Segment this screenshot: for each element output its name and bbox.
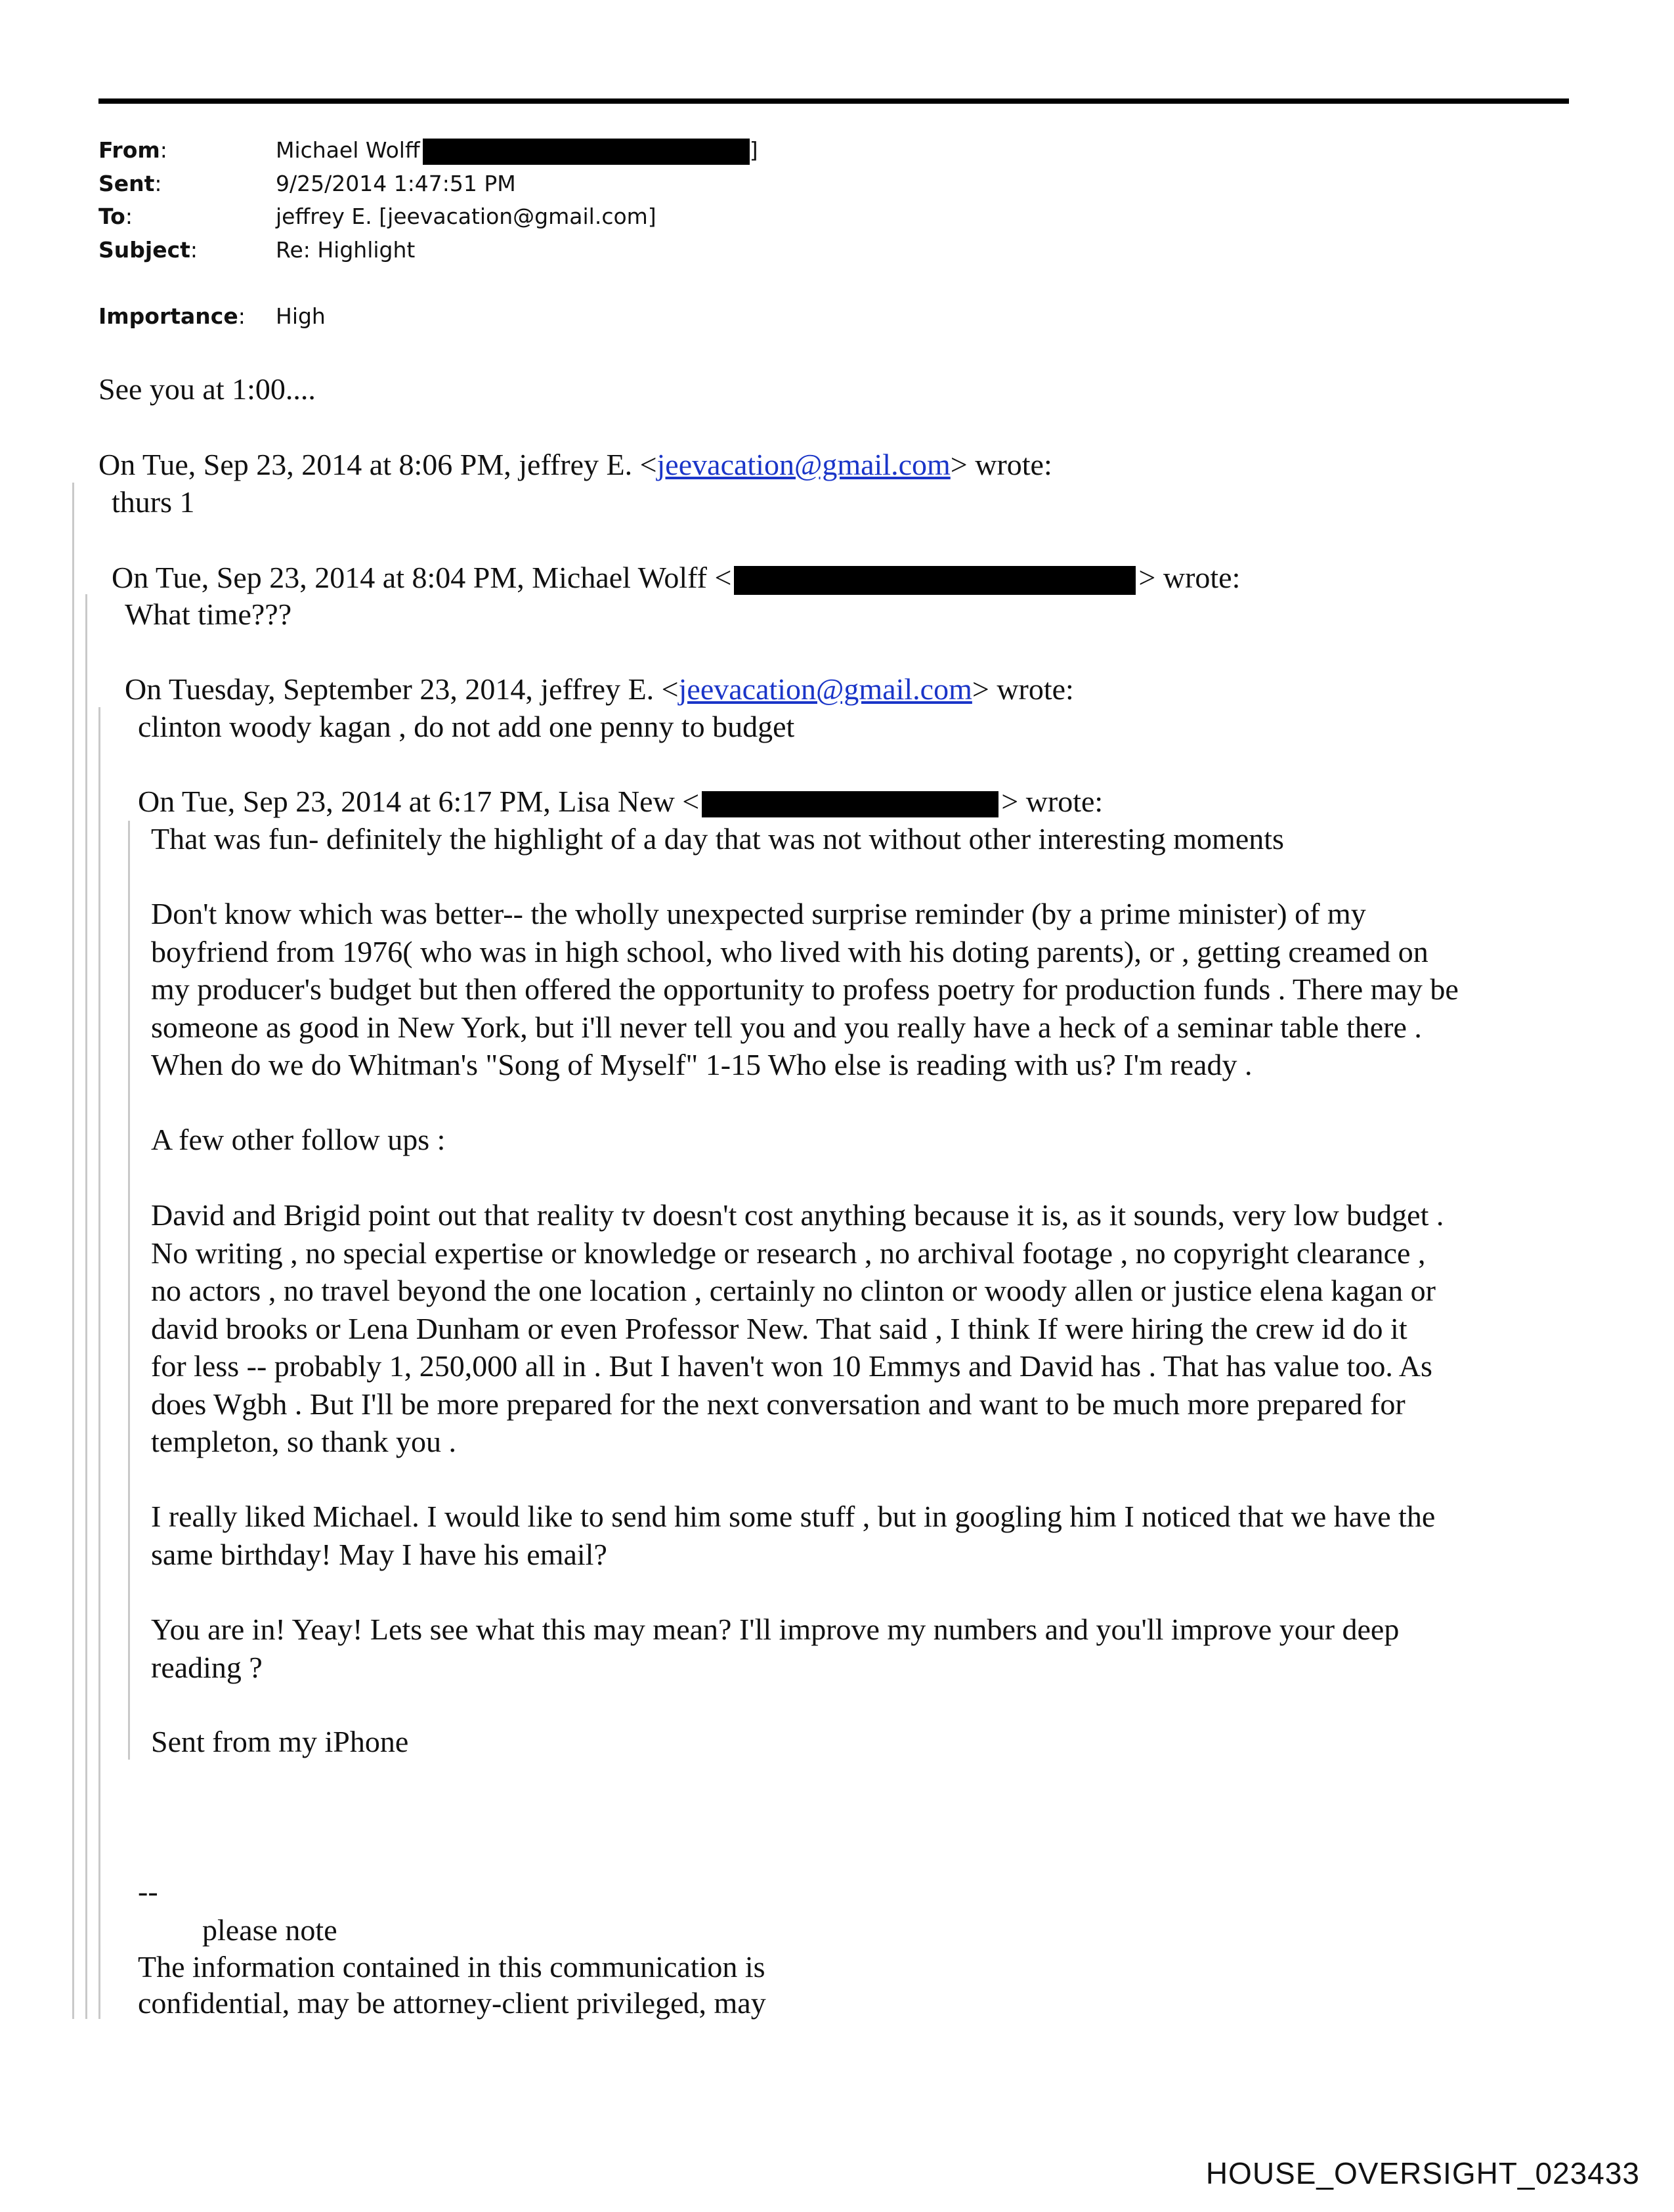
quote-text-1: thurs 1 (112, 485, 195, 519)
redaction-block (734, 566, 1136, 595)
sent-label: Sent (98, 171, 155, 196)
from-label: From (98, 137, 160, 163)
quote-text-3: clinton woody kagan , do not add one penny to budget (138, 710, 795, 743)
disclaimer-line-1: The information contained in this communication is (138, 1950, 765, 1984)
subject-value: Re: Highlight (276, 237, 416, 263)
disclaimer-line-2: confidential, may be attorney-client privileged, may (138, 1986, 766, 2020)
from-value: Michael Wolff (276, 137, 420, 163)
to-label: To (98, 204, 125, 229)
redaction-block (702, 791, 998, 817)
sent-from-iphone: Sent from my iPhone (151, 1725, 409, 1758)
importance-value: High (276, 303, 326, 329)
message-paragraph-2: Don't know which was better-- the wholly unexpected surprise reminder (by a prime minister) of my boyfriend from 1976( who was in high school, who lived with his doting parents), or , getting creamed on my producer's budget but then offered the opportunity to profess poetry for production funds . There may be someone as good in New York, but i'll never tell you and you really have a heck of a seminar table there . When do we do Whitman's "Song of Myself" 1-15 Who else is reading with us? I'm ready . (151, 897, 1459, 1081)
email-link[interactable]: jeevacation@gmail.com (656, 448, 951, 481)
reply-text: See you at 1:00.... (98, 372, 316, 406)
top-rule (98, 98, 1569, 104)
message-paragraph-4: David and Brigid point out that reality tv doesn't cost anything because it is, as it sounds, very low budget . No writing , no special expertise or knowledge or research , no archival footage , no copyright clearance , no actors , no travel beyond the one location , certainly no clinton or woody allen or justice elena kagan or david brooks or Lena Dunham or even Professor New. That said , I think If were hiring the crew id do it for less -- probably 1, 250,000 all in . But I haven't won 10 Emmys and David has . That has value too. As does Wgbh . But I'll be more prepared for the next conversation and want to be much more prepared for templeton, so thank you . (151, 1198, 1444, 1458)
signature-separator: -- (138, 1875, 158, 1908)
redaction-block (423, 139, 750, 165)
message-paragraph-6: You are in! Yeay! Lets see what this may mean? I'll improve my numbers and you'll improve your deep reading ? (151, 1613, 1400, 1684)
quote-attribution-1: On Tue, Sep 23, 2014 at 8:06 PM, jeffrey E. <jeevacation@gmail.com> wrote: (98, 448, 1052, 481)
message-paragraph-1: That was fun- definitely the highlight of a day that was not without other interesting moments (151, 822, 1284, 856)
sent-value: 9/25/2014 1:47:51 PM (276, 171, 516, 196)
email-link[interactable]: jeevacation@gmail.com (678, 672, 972, 706)
quote-text-2: What time??? (125, 597, 292, 631)
quote-bar-4 (128, 821, 130, 1760)
quote-bar-2 (85, 594, 87, 2019)
importance-label: Importance (98, 303, 238, 329)
message-paragraph-5: I really liked Michael. I would like to send him some stuff , but in googling him I noticed that we have the same birthday! May I have his email? (151, 1500, 1436, 1571)
quote-attribution-2: On Tue, Sep 23, 2014 at 8:04 PM, Michael Wolff < > wrote: (112, 561, 1241, 594)
signature-note: please note (202, 1913, 337, 1947)
quote-bar-3 (98, 707, 100, 2019)
quote-bar-1 (72, 483, 74, 2019)
subject-label: Subject (98, 237, 190, 263)
quote-attribution-4: On Tue, Sep 23, 2014 at 6:17 PM, Lisa New < > wrote: (138, 785, 1104, 818)
message-paragraph-3: A few other follow ups : (151, 1123, 446, 1156)
to-value: jeffrey E. [jeevacation@gmail.com] (276, 204, 656, 229)
quote-attribution-3: On Tuesday, September 23, 2014, jeffrey E. <jeevacation@gmail.com> wrote: (125, 672, 1074, 706)
document-id: HOUSE_OVERSIGHT_023433 (1205, 2156, 1640, 2190)
